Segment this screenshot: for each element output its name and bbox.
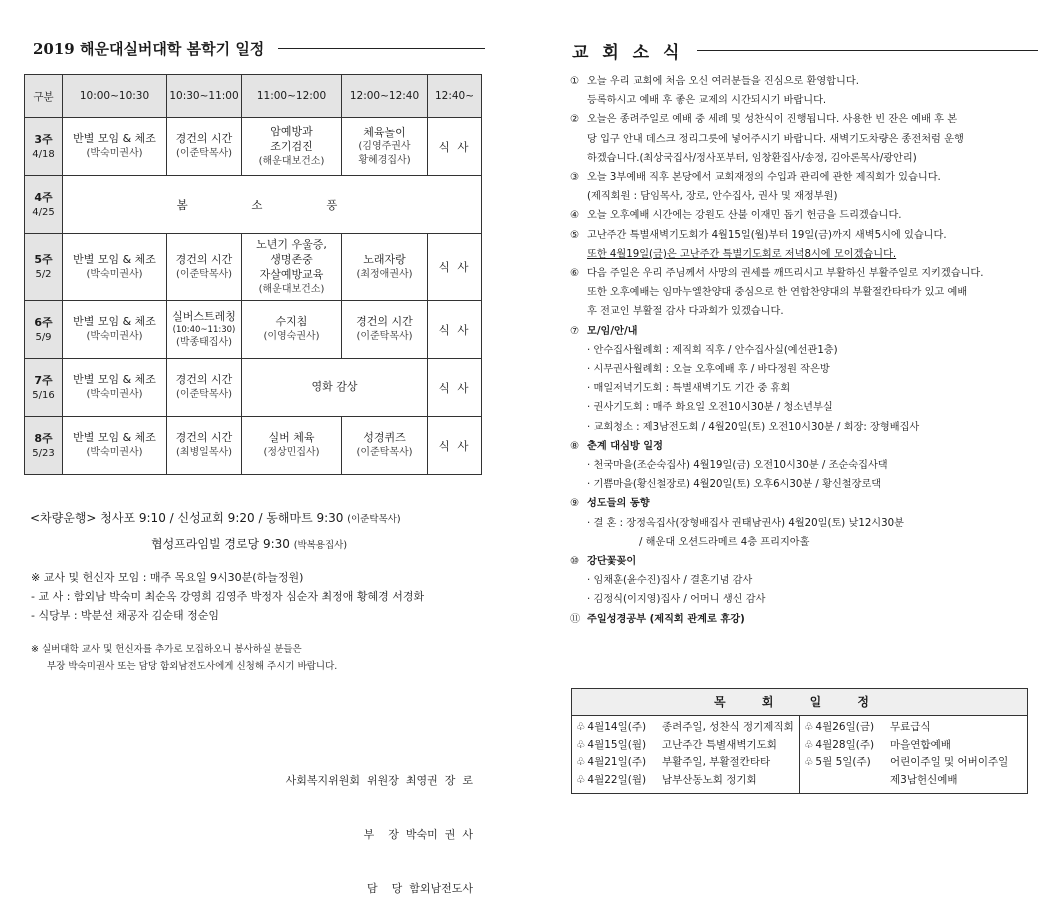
events-left-column	[572, 716, 799, 793]
schedule-cell: 암예방과 조기검진 (해운대보건소)	[242, 118, 342, 176]
schedule-cell: 경건의 시간 (최병일목사)	[167, 417, 242, 475]
event-row: ♧ 5월 5일(주) 어린이주일 및 어버이주일	[804, 756, 1009, 768]
event-row: ♧ 4월21일(주) 부활주일, 부활절칸타타	[576, 756, 771, 768]
news-item-bible-study: ⑪ 주일성경공부 (제직회 관계로 휴강)	[570, 613, 745, 625]
schedule-cell: 수지침 (이영숙권사)	[242, 301, 342, 359]
event-row: ♧ 4월14일(주) 종려주일, 성찬식 정기제직회	[576, 721, 794, 733]
schedule-cell: 경건의 시간 (이준탁목사)	[167, 359, 242, 417]
schedule-cell: 반별 모임 & 체조 (박숙미권사)	[63, 301, 167, 359]
table-header-row	[25, 75, 482, 118]
meal-cell: 식 사	[428, 234, 482, 301]
table-header: 11:00~12:00	[242, 75, 342, 118]
signature-block: 사회복지위원회 위원장 최영권 장 로 부 장 박숙미 권 사 담 당 함외남전도사	[285, 774, 473, 895]
schedule-cell: 노래자랑 (최정애권사)	[342, 234, 428, 301]
week-cell: 4주 4/25	[25, 176, 63, 234]
clover-icon: ♧	[576, 756, 586, 768]
meal-cell: 식 사	[428, 417, 482, 475]
table-row	[25, 176, 482, 234]
week-cell: 3주 4/18	[25, 118, 63, 176]
clover-icon: ♧	[576, 773, 586, 786]
news-item: ④ 오늘 오후예배 시간에는 강원도 산불 이재민 돕기 헌금을 드리겠습니다.	[570, 210, 902, 222]
schedule-cell: 실버스트레칭 (10:40~11:30) (박종태집사)	[167, 301, 242, 359]
news-item-members: ⑨ 성도들의 동향 · 결 혼 : 장정옥집사(장형배집사 권태남권사) 4월20일(토) 낮12시30분 / 해운대 오션드라메르 4층 프리지아홀	[570, 498, 904, 548]
clover-icon: ♧	[804, 738, 814, 751]
schedule-cell: 경건의 시간 (이준탁목사)	[167, 118, 242, 176]
news-item: ① 오늘 우리 교회에 처음 오신 여러분들을 진심으로 환영합니다. 등록하시고 예배 후 좋은 교제의 시간되시기 바랍니다.	[570, 76, 859, 107]
transport-info: <차량운행> 청사포 9:10 / 신성교회 9:20 / 동해마트 9:30 (이준탁목사) 협성프라임빌 경로당 9:30 (박복용집사)	[30, 511, 401, 551]
table-header: 12:40~	[428, 75, 482, 118]
week-cell: 8주 5/23	[25, 417, 63, 475]
staff-info: ※ 교사 및 헌신자 모임 : 매주 목요일 9시30분(하늘정원) - 교 사 : 함외남 박숙미 최순옥 강영희 김영주 박정자 심순자 최정애 황혜경 서경화 - 식당부 : 박분선 채공자 김순태 정순임	[31, 571, 425, 622]
schedule-cell: 체육놀이 (김영주권사 황혜경집사)	[342, 118, 428, 176]
table-row	[25, 359, 482, 417]
event-row: ♧ 4월22일(월) 남부산동노회 정기회	[576, 773, 757, 786]
table-header: 10:00~10:30	[63, 75, 167, 118]
table-header: 구분	[25, 75, 63, 118]
schedule-cell: 반별 모임 & 체조 (박숙미권사)	[63, 234, 167, 301]
movie-cell: 영화 감상	[242, 359, 428, 417]
schedule-cell: 성경퀴즈 (이준탁목사)	[342, 417, 428, 475]
table-header: 10:30~11:00	[167, 75, 242, 118]
news-item-visitation: ⑧ 춘계 대심방 일정 · 천국마을(조순숙집사) 4월19일(금) 오전10시30분 / 조순숙집사댁 · 기쁨마을(황신철장로) 4월20일(토) 오후6시30분 / 황신철장로댁	[570, 440, 888, 491]
news-item: ③ 오늘 3부예배 직후 본당에서 교회재정의 수입과 관리에 관한 제직회가 있습니다. (제직회원 : 담임목사, 장로, 안수집사, 권사 및 재정부원)	[570, 172, 941, 203]
schedule-cell: 경건의 시간 (이준탁목사)	[342, 301, 428, 359]
schedule-title: 2019 해운대실버대학 봄학기 일정	[33, 38, 485, 59]
schedule-cell: 반별 모임 & 체조 (박숙미권사)	[63, 417, 167, 475]
table-row	[25, 301, 482, 359]
schedule-cell: 반별 모임 & 체조 (박숙미권사)	[63, 118, 167, 176]
schedule-table	[24, 74, 482, 475]
week-cell: 6주 5/9	[25, 301, 63, 359]
clover-icon: ♧	[576, 738, 586, 751]
title-rule	[697, 50, 1038, 51]
news-item: ② 오늘은 종려주일로 예배 중 세례 및 성찬식이 진행됩니다. 사용한 빈 잔은 예배 후 본 당 입구 안내 데스크 정리그릇에 넣어주시기 바랍니다. 새벽기도차량은 종전처럼 운행 하겠습니다.(최상국집사/정사포부터, 임창환집사/송정, 김아론목사/광안리)	[570, 114, 964, 164]
holiday-cell: 봄 소 풍	[63, 176, 482, 234]
pastoral-schedule-box: 목 회 일 정 ♧ 4월14일(주) 종려주일, 성찬식 정기제직회 ♧ 4월15일(월) 고난주간 특별새벽기도회 ♧ 4월21일(주) 부활주일, 부활절칸타타 ♧ 4월22일(월) 남부산동노회 정기회 ♧ 4월26일(금) 무료급식 ♧ 4월28일(주) 마을연합예배 ♧ 5월 5일(주) 어린이주일 및 어버이주일 제3남헌신예배	[571, 688, 1028, 794]
table-header: 12:00~12:40	[342, 75, 428, 118]
week-cell: 5주 5/2	[25, 234, 63, 301]
meal-cell: 식 사	[428, 359, 482, 417]
clover-icon: ♧	[804, 721, 814, 733]
event-row: ♧ 4월26일(금) 무료급식	[804, 721, 931, 733]
week-cell: 7주 5/16	[25, 359, 63, 417]
table-row	[25, 417, 482, 475]
news-item-flowers: ⑩ 강단꽃꽂이 · 임채훈(윤수진)집사 / 결혼기념 감사 · 김정식(이지영)집사 / 어머니 생신 감사	[570, 556, 766, 606]
title-rule	[278, 48, 485, 49]
event-row: 제3남헌신예배	[890, 773, 958, 786]
table-row	[25, 234, 482, 301]
meal-cell: 식 사	[428, 301, 482, 359]
schedule-cell: 실버 체육 (정상민집사)	[242, 417, 342, 475]
news-title: 교 회 소 식	[572, 38, 1038, 63]
recruit-notice: ※ 실버대학 교사 및 헌신자를 추가로 모집하오니 봉사하실 분들은 부장 박숙미권사 또는 담당 함외남전도사에게 신청해 주시기 바랍니다.	[31, 644, 338, 672]
events-right-column	[799, 716, 1027, 793]
news-item-meetings: ⑦ 모/임/안/내 · 안수집사월례회 : 제직회 직후 / 안수집사실(예선관1층) · 시무권사월례회 : 오늘 오후예배 후 / 바다정원 작은방 · 매일저녁기도회 : 특별새벽기도 기간 중 휴회 · 권사기도회 : 매주 화요일 오전10시30분 / 청소년부실 · 교회청소 : 제3남전도회 / 4월20일(토) 오전10시30분 / 회장: 장형배집사	[570, 325, 920, 433]
table-row	[25, 118, 482, 176]
news-item: ⑤ 고난주간 특별새벽기도회가 4월15일(월)부터 19일(금)까지 새벽5시에 있습니다. 또한 4월19일(금)은 고난주간 특별기도회로 저녁8시에 모이겠습니다.	[570, 229, 947, 260]
event-row: ♧ 4월28일(주) 마을연합예배	[804, 738, 951, 751]
clover-icon: ♧	[804, 756, 814, 768]
meal-cell: 식 사	[428, 118, 482, 176]
schedule-cell: 경건의 시간 (이준탁목사)	[167, 234, 242, 301]
event-row: ♧ 4월15일(월) 고난주간 특별새벽기도회	[576, 738, 777, 751]
news-item: ⑥ 다음 주일은 우리 주님께서 사망의 권세를 깨뜨리시고 부활하신 부활주일로 지키겠습니다. 또한 오후예배는 임마누엘찬양대 중심으로 한 연합찬양대의 부활절칸타타가 있고 예배 후 전교인 부활절 감사 다과회가 있겠습니다.	[570, 268, 984, 318]
schedule-cell: 노년기 우울증, 생명존중 자살예방교육 (해운대보건소)	[242, 234, 342, 301]
schedule-cell: 반별 모임 & 체조 (박숙미권사)	[63, 359, 167, 417]
church-news	[570, 72, 1028, 629]
clover-icon: ♧	[576, 721, 586, 733]
